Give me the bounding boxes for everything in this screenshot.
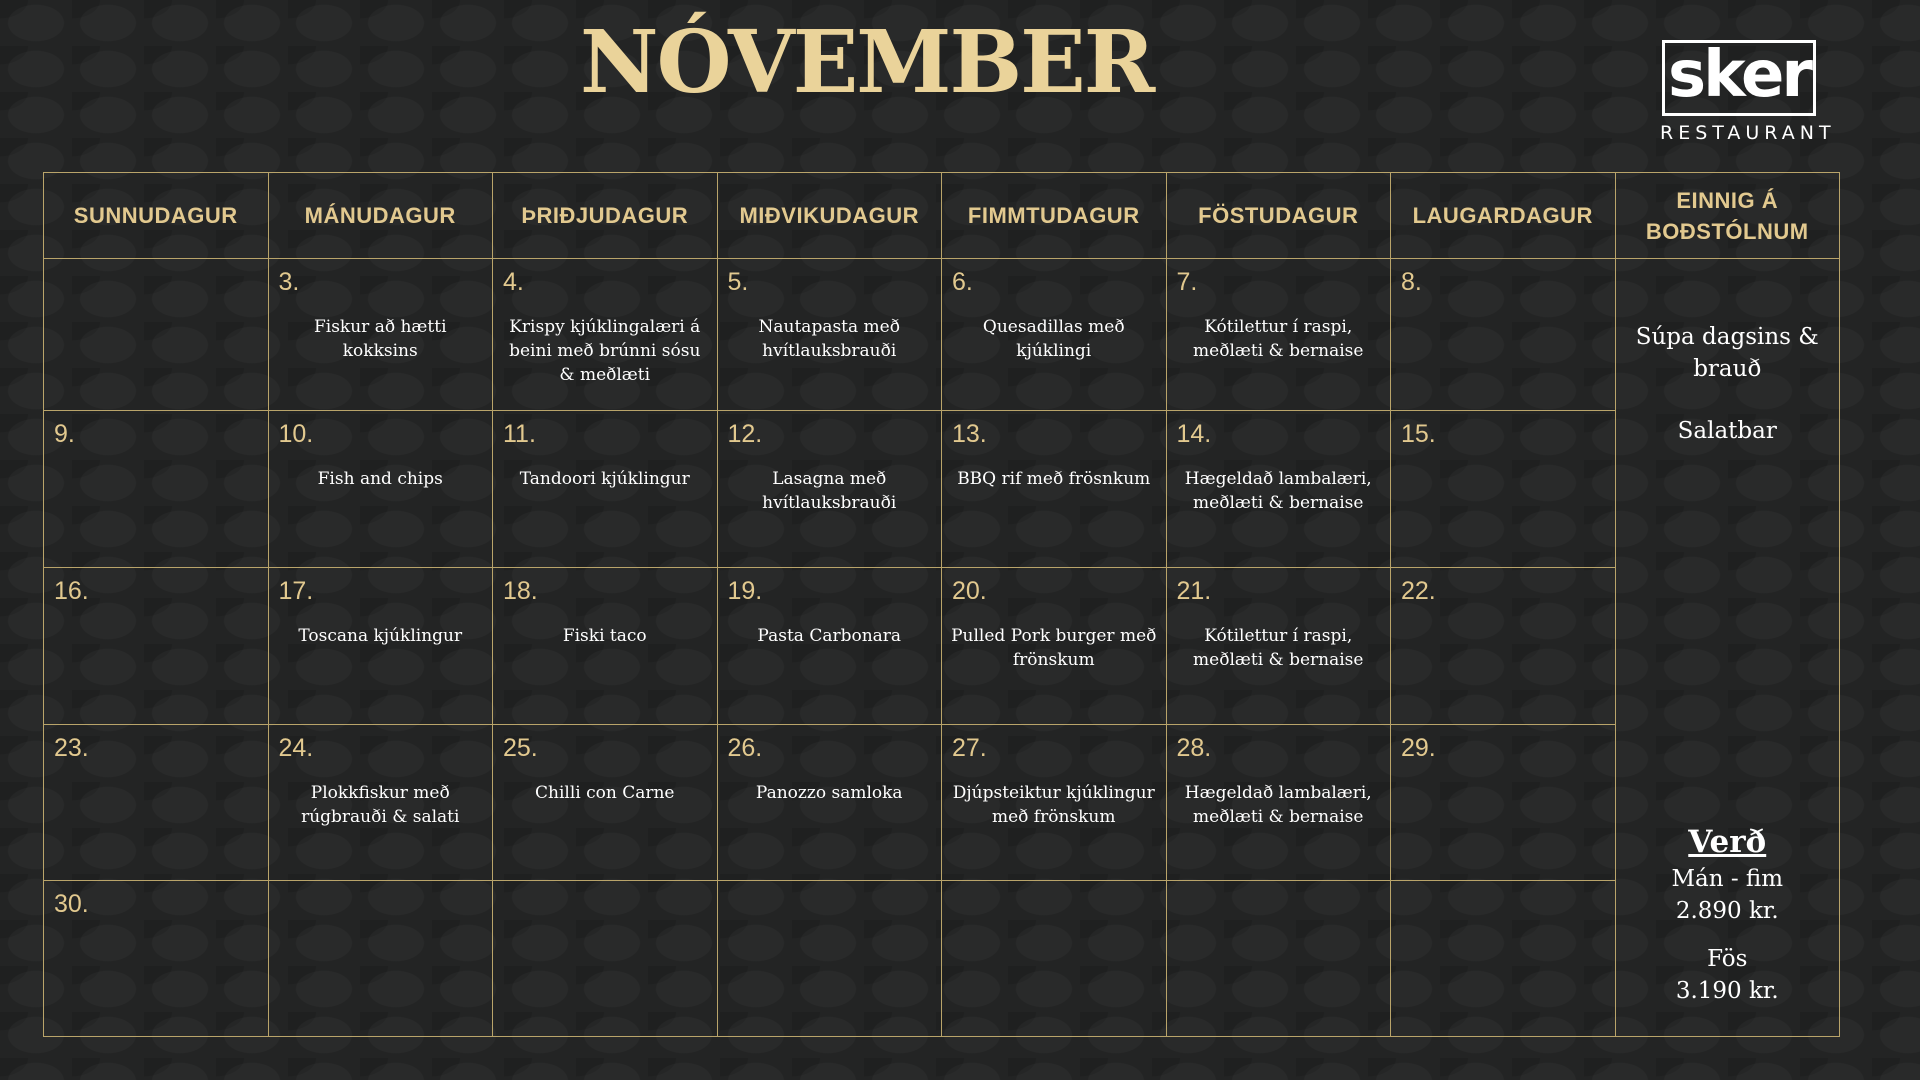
column-header: MÁNUDAGUR: [269, 173, 494, 259]
day-number: 19.: [727, 577, 763, 605]
dish-text: Fiskur að hætti kokksins: [313, 317, 447, 361]
day-cell: [269, 725, 494, 881]
day-number: 17.: [278, 577, 314, 605]
day-cell: [44, 259, 269, 411]
day-number: 3.: [278, 268, 300, 296]
day-cell: [1167, 411, 1392, 568]
dish-text: Lasagna með hvítlauksbrauði: [762, 469, 897, 513]
day-number: 8.: [1401, 268, 1422, 296]
day-number: 10.: [278, 420, 314, 448]
column-header: LAUGARDAGUR: [1391, 173, 1616, 259]
day-cell: [718, 881, 943, 1037]
day-cell: [1167, 259, 1392, 411]
day-number: 13.: [952, 420, 987, 448]
day-cell: [1391, 725, 1616, 881]
column-header: FÖSTUDAGUR: [1167, 173, 1392, 259]
day-number: 20.: [952, 577, 987, 605]
day-number: 16.: [54, 577, 89, 605]
friday-price: 3.190 kr.: [1675, 978, 1779, 1004]
day-number: 27.: [952, 734, 987, 762]
day-cell: [718, 259, 943, 411]
day-number: 24.: [278, 734, 314, 762]
column-header: EINNIG Á BOÐSTÓLNUM: [1616, 173, 1841, 259]
day-number: 6.: [952, 268, 973, 296]
day-cell: [1391, 568, 1616, 725]
day-cell: [1167, 881, 1392, 1037]
day-number: 4.: [503, 268, 524, 296]
dish-text: Krispy kjúklingalæri á beini með brúnni sósu & meðlæti: [509, 317, 701, 385]
day-cell: [942, 568, 1167, 725]
day-cell: [269, 411, 494, 568]
column-header: ÞRIÐJUDAGUR: [493, 173, 718, 259]
day-cell: [1391, 411, 1616, 568]
day-number: 9.: [54, 420, 75, 448]
logo: [1660, 38, 1836, 148]
day-cell: [44, 568, 269, 725]
logo-subtitle: RESTAURANT: [1660, 122, 1836, 144]
day-number: 22.: [1401, 577, 1436, 605]
day-number: 18.: [503, 577, 538, 605]
day-cell: [493, 411, 718, 568]
salad-item: Salatbar: [1677, 418, 1777, 444]
day-cell: [44, 411, 269, 568]
day-number: 30.: [54, 890, 89, 918]
dish-text: Kótilettur í raspi, meðlæti & bernaise: [1193, 317, 1364, 361]
dish-text: BBQ rif með frösnkum: [957, 469, 1151, 489]
day-cell: [493, 881, 718, 1037]
day-cell: [269, 568, 494, 725]
day-cell: [1167, 725, 1392, 881]
day-number: 5.: [727, 268, 749, 296]
price-title: Verð: [1688, 824, 1767, 860]
day-cell: [942, 725, 1167, 881]
day-number: 15.: [1401, 420, 1436, 448]
dish-text: Toscana kjúklingur: [298, 626, 463, 646]
dish-text: Djúpsteiktur kjúklingur með frönskum: [952, 783, 1155, 827]
day-cell: [493, 568, 718, 725]
dish-text: Panozzo samloka: [755, 783, 903, 803]
dish-text: Kótilettur í raspi, meðlæti & bernaise: [1193, 626, 1364, 670]
sidebar-extras: [1616, 259, 1841, 1037]
dish-text: Pasta Carbonara: [757, 626, 902, 646]
day-cell: [942, 411, 1167, 568]
day-cell: [1391, 259, 1616, 411]
weekday-price: 2.890 kr.: [1675, 898, 1779, 924]
day-cell: [718, 725, 943, 881]
dish-text: Hægeldað lambalæri, meðlæti & bernaise: [1184, 469, 1372, 513]
dish-text: Quesadillas með kjúklingi: [982, 317, 1125, 361]
day-cell: [493, 259, 718, 411]
day-number: 28.: [1176, 734, 1212, 762]
day-number: 26.: [727, 734, 763, 762]
column-header: SUNNUDAGUR: [44, 173, 269, 259]
day-cell: [1167, 568, 1392, 725]
dish-text: Chilli con Carne: [535, 783, 675, 803]
dish-text: Fish and chips: [317, 469, 443, 489]
soup-item: Súpa dagsins & brauð: [1635, 324, 1819, 382]
day-cell: [493, 725, 718, 881]
day-number: 12.: [727, 420, 763, 448]
day-number: 23.: [54, 734, 89, 762]
day-number: 14.: [1176, 420, 1212, 448]
day-number: 11.: [503, 420, 536, 448]
page-title: NÓVEMBER: [580, 12, 1154, 113]
day-cell: [1391, 881, 1616, 1037]
dish-text: Nautapasta með hvítlauksbrauði: [758, 317, 900, 361]
column-header: FIMMTUDAGUR: [942, 173, 1167, 259]
day-cell: [718, 568, 943, 725]
day-cell: [44, 725, 269, 881]
day-cell: [942, 259, 1167, 411]
day-cell: [269, 881, 494, 1037]
dish-text: Hægeldað lambalæri, meðlæti & bernaise: [1184, 783, 1372, 827]
day-cell: [44, 881, 269, 1037]
day-cell: [942, 881, 1167, 1037]
logo-wordmark: sker: [1662, 40, 1816, 116]
dish-text: Pulled Pork burger með frönskum: [951, 626, 1157, 670]
day-cell: [718, 411, 943, 568]
day-number: 29.: [1401, 734, 1436, 762]
day-number: 25.: [503, 734, 538, 762]
day-number: 7.: [1176, 268, 1198, 296]
dish-text: Plokkfiskur með rúgbrauði & salati: [301, 783, 460, 827]
day-number: 21.: [1176, 577, 1212, 605]
dish-text: Fiski taco: [562, 626, 647, 646]
day-cell: [269, 259, 494, 411]
column-header: MIÐVIKUDAGUR: [718, 173, 943, 259]
dish-text: Tandoori kjúklingur: [519, 469, 690, 489]
menu-calendar: [43, 172, 1840, 1037]
weekday-label: Mán - fim: [1671, 866, 1784, 892]
friday-label: Fös: [1707, 946, 1748, 972]
